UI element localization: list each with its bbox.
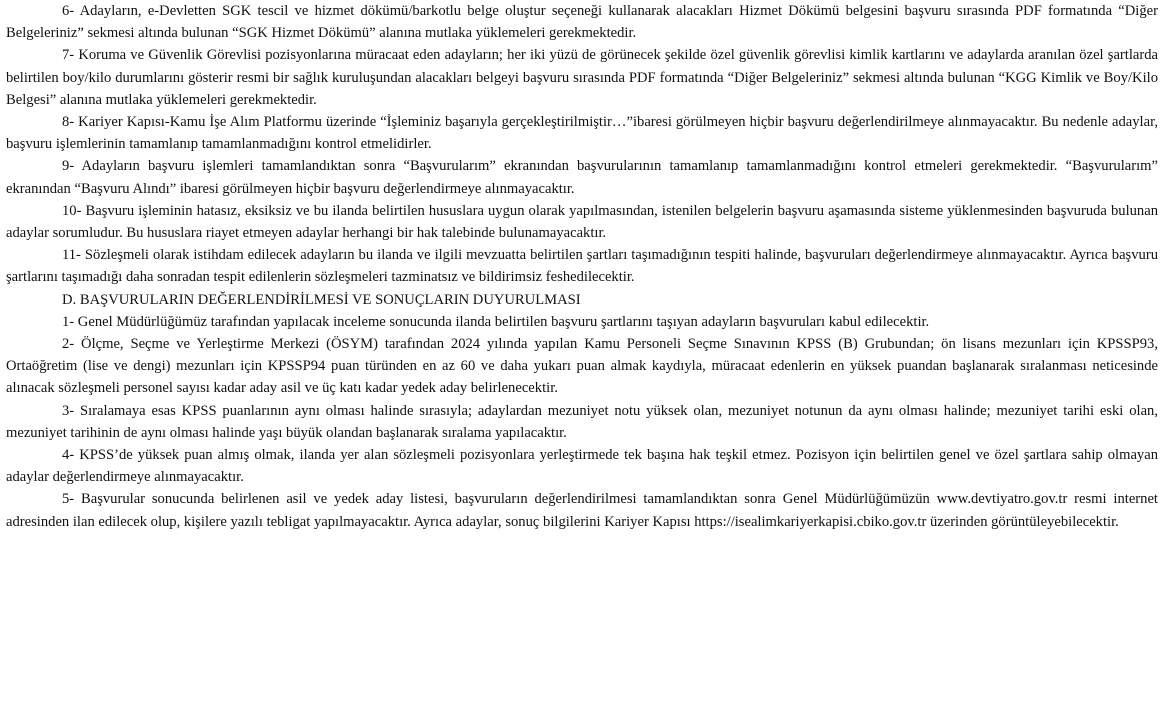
paragraph-item-6: 6- Adayların, e-Devletten SGK tescil ve hizmet dökümü/barkotlu belge oluştur seçeneği kullanarak alacakları Hizmet Dökümü belgesini başvuru sırasında PDF formatında “Diğer Belgeleriniz” sekmesi altında bulunan “SGK Hizmet Dökümü” alanına mutlaka yüklemeleri gerekmektedir.: [6, 3, 1158, 42]
paragraph-d-2: 2- Ölçme, Seçme ve Yerleştirme Merkezi (ÖSYM) tarafından 2024 yılında yapılan Kamu Personeli Seçme Sınavının KPSS (B) Grubundan; ön lisans mezunları için KPSSP93, Ortaöğretim (lise ve dengi) mezunları için KPSSP94 puan türünden en az 60 ve daha yukarı puan almak kaydıyla, müracaat edenlerin en yüksek puandan başlanarak sıralanması neticesinde alınacak sözleşmeli personel sayısı kadar aday asil ve üç katı kadar yedek aday belirlenecektir.: [6, 336, 1158, 397]
paragraph-item-9: 9- Adayların başvuru işlemleri tamamlandıktan sonra “Başvurularım” ekranından başvurularının tamamlanıp tamamlanmadığını kontrol etmeleri gerekmektedir. “Başvurularım” ekranından “Başvuru Alındı” ibaresi görülmeyen hiçbir başvuru değerlendirmeye alınmayacaktır.: [6, 158, 1158, 197]
paragraph-item-7: 7- Koruma ve Güvenlik Görevlisi pozisyonlarına müracaat eden adayların; her iki yüzü de görünecek şekilde özel güvenlik görevlisi kimlik kartlarını ve adaylarda aranılan özel şartlarda belirtilen boy/kilo durumlarını gösterir resmi bir sağlık kuruluşundan alacakları belgeyi başvuru sırasında PDF formatında “Diğer Belgeleriniz” sekmesi altında bulunan “KGG Kimlik ve Boy/Kilo Belgesi” alanına mutlaka yüklemeleri gerekmektedir.: [6, 47, 1158, 108]
paragraph-item-8: 8- Kariyer Kapısı-Kamu İşe Alım Platformu üzerinde “İşleminiz başarıyla gerçekleştirilmiştir…”ibaresi görülmeyen hiçbir başvuru değerlendirilmeye alınmayacaktır. Bu nedenle adaylar, başvuru işlemlerinin tamamlanıp tamamlanmadığını kontrol etmelidirler.: [6, 114, 1158, 153]
paragraph-d-5: 5- Başvurular sonucunda belirlenen asil ve yedek aday listesi, başvuruların değerlendirilmesi tamamlandıktan sonra Genel Müdürlüğümüzün www.devtiyatro.gov.tr resmi internet adresinden ilan edilecek olup, kişilere yazılı tebligat yapılmayacaktır. Ayrıca adaylar, sonuç bilgilerini Kariyer Kapısı https://isealimkariyerkapisi.cbiko.gov.tr üzerinden görüntüleyebilecektir.: [6, 491, 1158, 530]
paragraph-d-4: 4- KPSS’de yüksek puan almış olmak, ilanda yer alan sözleşmeli pozisyonlara yerleştirmede tek başına hak teşkil etmez. Pozisyon için belirtilen genel ve özel şartlara sahip olmayan adaylar değerlendirmeye alınmayacaktır.: [6, 447, 1158, 486]
section-heading-d: D. BAŞVURULARIN DEĞERLENDİRİLMESİ VE SONUÇLARIN DUYURULMASI: [62, 291, 581, 308]
paragraph-d-3: 3- Sıralamaya esas KPSS puanlarının aynı olması halinde sırasıyla; adaylardan mezuniyet notu yüksek olan, mezuniyet notunun da aynı olması halinde; mezuniyet tarihi eski olan, mezuniyet tarihinin de aynı olması halinde yaşı büyük olandan başlanarak sıralama yapılacaktır.: [6, 402, 1158, 441]
paragraph-item-10: 10- Başvuru işleminin hatasız, eksiksiz ve bu ilanda belirtilen hususlara uygun olarak yapılmasından, istenilen belgelerin başvuru aşamasında sisteme yüklenmesinden başvuruda bulunan adaylar sorumludur. Bu hususlara riayet etmeyen adaylar herhangi bir hak talebinde bulunamayacaktır.: [6, 202, 1158, 242]
paragraph-d-1: 1- Genel Müdürlüğümüz tarafından yapılacak inceleme sonucunda ilanda belirtilen başvuru şartlarını taşıyan adayların başvuruları kabul edilecektir.: [62, 313, 930, 330]
paragraph-item-11: 11- Sözleşmeli olarak istihdam edilecek adayların bu ilanda ve ilgili mevzuatta belirtilen şartları taşımadığının tespiti halinde, başvuruları değerlendirmeye alınmayacaktır. Ayrıca başvuru şartlarını taşımadığı daha sonradan tespit edilenlerin sözleşmeleri tazminatsız ve bildirimsiz feshedilecektir.: [6, 247, 1158, 286]
